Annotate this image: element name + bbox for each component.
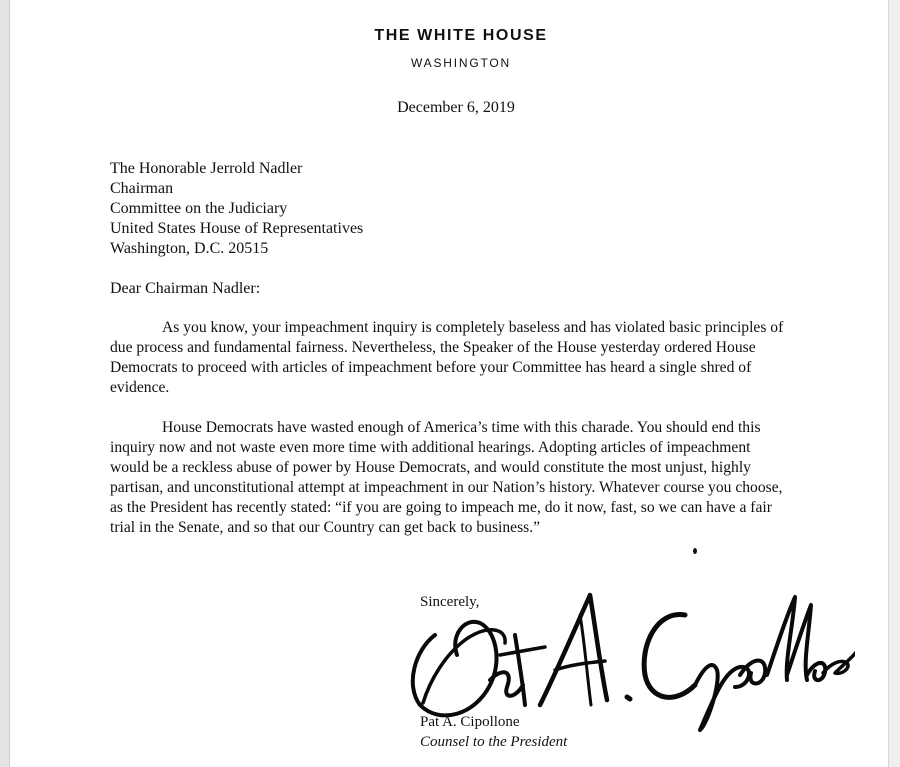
letter-page	[10, 0, 888, 767]
salutation: Dear Chairman Nadler:	[110, 280, 261, 297]
recipient-line: Washington, D.C. 20515	[110, 240, 269, 257]
recipient-line: United States House of Representatives	[110, 220, 364, 237]
signature-image	[395, 575, 855, 735]
recipient-line: Committee on the Judiciary	[110, 200, 288, 217]
letterhead-title: THE WHITE HOUSE	[374, 27, 548, 44]
vertical-scrollbar[interactable]	[888, 0, 900, 767]
letterhead-subtitle: WASHINGTON	[410, 56, 511, 70]
signer-title: Counsel to the President	[420, 734, 568, 750]
closing: Sincerely,	[420, 594, 480, 610]
recipient-address	[110, 159, 363, 259]
recipient-line: Chairman	[110, 180, 174, 197]
recipient-line: The Honorable Jerrold Nadler	[110, 160, 303, 177]
body-paragraph: House Democrats have wasted enough of America’s time with this charade. You should end this inquiry now and not waste even more time with additional hearings. Adopting articles of impeachment would be a reckless abuse of power by House Democrats, and would constitute the most unjust, highly partisan, and unconstitutional attempt at impeachment in our Nation’s history. Whatever course you choose, as the President has recently stated: “if you are going to impeach me, do it now, fast, so we can have a fair trial in the Senate, and so that our Country can get back to business.”	[110, 419, 783, 536]
ink-mark	[693, 548, 697, 554]
signer-name: Pat A. Cipollone	[420, 714, 520, 730]
body-paragraph: As you know, your impeachment inquiry is completely baseless and has violated basic principles of due process and fundamental fairness. Nevertheless, the Speaker of the House yesterday ordered House Democrats to proceed with articles of impeachment before your Committee has heard a single shred of evidence.	[110, 319, 784, 396]
letter-date: December 6, 2019	[397, 99, 515, 116]
